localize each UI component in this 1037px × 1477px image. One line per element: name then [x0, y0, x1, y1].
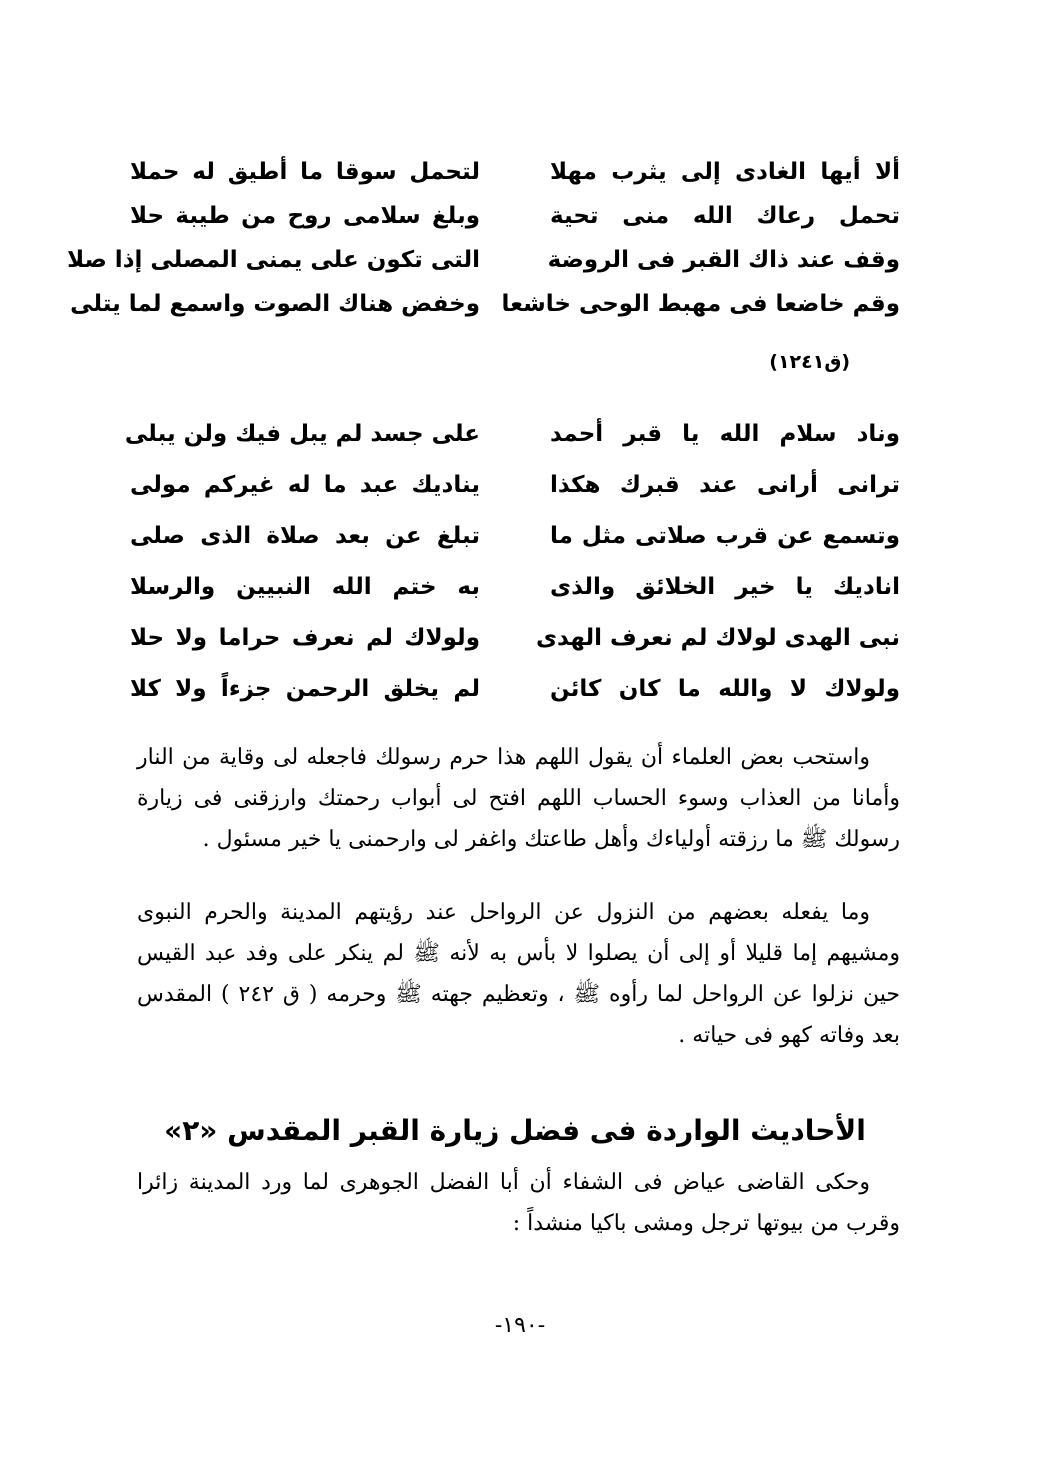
verse-second-hemistich: ولولاك لم نعرف حراما ولا حلا — [130, 624, 480, 651]
verse-second-hemistich: على جسد لم يبل فيك ولن يبلى — [124, 420, 480, 447]
section-heading: الأحاديث الواردة فى فضل زيارة القبر المقدس «٢» — [164, 1114, 866, 1147]
verse-second-hemistich: تبلغ عن بعد صلاة الذى صلى — [130, 522, 480, 549]
verse-line — [130, 663, 900, 714]
poem-block-2 — [124, 408, 900, 714]
verse-line — [130, 459, 900, 510]
verse-line — [124, 408, 900, 459]
verse-line — [130, 150, 900, 194]
verse-first-hemistich: نبى الهدى لولاك لم نعرف الهدى — [535, 624, 900, 651]
verse-line — [67, 238, 900, 282]
verse-second-hemistich: به ختم الله النبيين والرسلا — [130, 573, 480, 600]
paragraph-dismounting — [137, 892, 900, 1056]
verse-line — [130, 510, 900, 561]
verse-second-hemistich: وبلغ سلامى روح من طيبة حلا — [130, 203, 480, 229]
verse-line — [70, 282, 900, 326]
paragraph-text: وما يفعله بعضهم من النزول عن الرواحل عند رؤيتهم المدينة والحرم النبوى ومشيهم إما قليلا أو إلى أن يصلوا لا بأس به لأنه ﷺ لم ينكر على وفد عبد القيس حين نزلوا عن الرواحل لما رأوه ﷺ ، وتعظيم جهته ﷺ وحرمه ( ق ٢٤٢ ) المقدس بعد وفاته كهو فى حياته . — [137, 900, 900, 1048]
verse-second-hemistich: لتحمل سوقا ما أطيق له حملا — [130, 159, 480, 185]
paragraph-text: وحكى القاضى عياض فى الشفاء أن أبا الفضل الجوهرى لما ورد المدينة زائرا وقرب من بيوتها ترجل ومشى باكيا منشداً : — [137, 1170, 900, 1236]
verse-line — [130, 194, 900, 238]
verse-first-hemistich: اناديك يا خير الخلائق والذى — [550, 573, 900, 600]
verse-second-hemistich: التى تكون على يمنى المصلى إذا صلا — [67, 247, 480, 273]
poem-block-1 — [67, 150, 900, 326]
verse-line — [130, 612, 900, 663]
verse-second-hemistich: وخفض هناك الصوت واسمع لما يتلى — [70, 291, 480, 317]
verse-first-hemistich: وقف عند ذاك القبر فى الروضة — [547, 247, 900, 273]
manuscript-folio-marker: (ق١٢٤١) — [769, 351, 850, 373]
paragraph-text: واستحب بعض العلماء أن يقول اللهم هذا حرم رسولك فاجعله لى وقاية من النار وأمانا من العذاب وسوء الحساب اللهم افتح لى أبواب رحمتك وارزقنى فى زيارة رسولك ﷺ ما رزقته أولياءك وأهل طاعتك واغفر لى وارحمنى يا خير مسئول . — [137, 745, 900, 852]
verse-second-hemistich: لم يخلق الرحمن جزءاً ولا كلا — [130, 675, 480, 702]
page-number: -١٩٠- — [494, 1313, 546, 1338]
verse-first-hemistich: ترانى أرانى عند قبرك هكذا — [550, 471, 900, 498]
verse-line — [130, 561, 900, 612]
paragraph-qadi-iyad — [137, 1162, 900, 1244]
verse-second-hemistich: يناديك عبد ما له غيركم مولى — [130, 471, 480, 498]
verse-first-hemistich: وقم خاضعا فى مهبط الوحى خاشعا — [501, 291, 900, 317]
verse-first-hemistich: ألا أيها الغادى إلى يثرب مهلا — [550, 159, 900, 185]
verse-first-hemistich: وتسمع عن قرب صلاتى مثل ما — [550, 522, 900, 549]
verse-first-hemistich: ولولاك لا والله ما كان كائن — [550, 675, 900, 702]
paragraph-supplication — [137, 737, 900, 860]
verse-first-hemistich: وناد سلام الله يا قبر أحمد — [550, 420, 900, 447]
verse-first-hemistich: تحمل رعاك الله منى تحية — [550, 203, 900, 229]
